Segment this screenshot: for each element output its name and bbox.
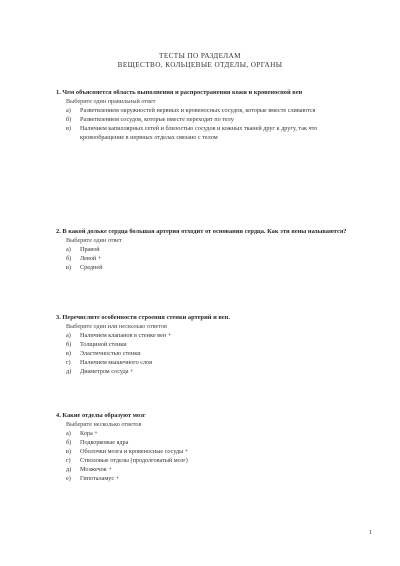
answer-marker: в) [66, 350, 71, 357]
answer-option[interactable] [66, 358, 356, 367]
answer-text: Правой [80, 246, 100, 253]
answer-option[interactable] [66, 124, 356, 142]
answer-text: Левой + [80, 255, 102, 262]
question-3-body: Перечислите особенности строения стенки артерий и вен. [62, 314, 230, 321]
question-2-hint: Выберите один ответ [66, 237, 122, 244]
answer-text: Диаметром сосуда + [80, 368, 134, 375]
answer-option[interactable] [66, 349, 356, 358]
answer-option[interactable] [66, 106, 356, 115]
answer-marker: в) [66, 264, 71, 271]
answer-text: Стволовые отделы (продолговатый мозг) [80, 457, 188, 464]
question-4 [56, 411, 356, 483]
answer-text: Кора + [80, 430, 98, 437]
question-4-text [56, 411, 356, 420]
question-4-number: 4. [56, 412, 61, 419]
answer-marker: а) [66, 107, 71, 114]
document-subtitle: ВЕЩЕСТВО, КОЛЬЦЕВЫЕ ОТДЕЛЫ, ОРГАНЫ [117, 61, 283, 69]
answer-text: Подкорковые ядра [80, 439, 129, 446]
answer-text: Мозжечок + [80, 466, 112, 473]
answer-marker: д) [66, 368, 72, 375]
question-4-body: Какие отделы образуют мозг [62, 412, 146, 419]
answer-marker: а) [66, 332, 71, 339]
answer-marker: б) [66, 439, 72, 446]
answer-option[interactable] [66, 115, 356, 124]
answer-option[interactable] [66, 465, 356, 474]
answer-marker: а) [66, 430, 71, 437]
answer-text: Разветвлением окружностей нервных и кровеносных сосудов, которые вместе сливаются [80, 107, 316, 114]
question-1 [56, 88, 356, 142]
answer-option[interactable] [66, 245, 356, 254]
answer-option[interactable] [66, 340, 356, 349]
answer-option[interactable] [66, 447, 356, 456]
question-1-hint: Выберите один правильный ответ [66, 98, 156, 105]
answer-text: Средней [80, 264, 103, 271]
answer-marker: б) [66, 116, 72, 123]
question-3-number: 3. [56, 314, 61, 321]
answer-option[interactable] [66, 429, 356, 438]
answer-text: Наличием капиллярных сетей и близостью сосудов и кожных тканей друг к другу, так что кровообращение в нервных отделах связано с телом [80, 125, 318, 141]
question-1-number: 1. [56, 89, 61, 96]
question-3-hint: Выберите один или несколько ответов [66, 323, 167, 330]
page-number: 1 [369, 529, 373, 536]
answer-marker: б) [66, 341, 72, 348]
question-3 [56, 313, 356, 376]
answer-marker: б) [66, 255, 72, 262]
answer-option[interactable] [66, 438, 356, 447]
answer-text: Гипоталамус + [80, 475, 120, 482]
answer-marker: д) [66, 466, 72, 473]
question-1-text [56, 88, 356, 97]
question-2 [56, 227, 356, 272]
answer-option[interactable] [66, 331, 356, 340]
answer-marker: г) [66, 359, 71, 366]
answer-marker: а) [66, 246, 71, 253]
question-4-hint: Выберите несколько ответов [66, 421, 142, 428]
answer-text: Разветвлением сосудов, которые вместе переходят по телу [80, 116, 234, 123]
question-2-text [56, 227, 356, 236]
answer-marker: е) [66, 475, 71, 482]
answer-option[interactable] [66, 456, 356, 465]
answer-text: Наличием мышечного слоя [80, 359, 152, 366]
question-2-body: В какой дольке сердца большая артерия отходит от основания сердца. Как эти вены называются? [62, 228, 347, 235]
answer-text: Толщиной стенки [80, 341, 127, 348]
answer-option[interactable] [66, 474, 356, 483]
answer-text: Эластичностью стенки [80, 350, 141, 357]
answer-marker: в) [66, 448, 71, 455]
question-3-text [56, 313, 356, 322]
answer-option[interactable] [66, 367, 356, 376]
answer-text: Наличием клапанов в стенке вен + [80, 332, 172, 339]
question-1-body: Чем объясняется область выполнения и распространения кожи и кровеносной вен [62, 89, 303, 96]
answer-option[interactable] [66, 263, 356, 272]
answer-option[interactable] [66, 254, 356, 263]
question-2-number: 2. [56, 228, 61, 235]
document-title: ТЕСТЫ ПО РАЗДЕЛАМ [159, 52, 241, 60]
answer-marker: в) [66, 125, 71, 132]
answer-text: Оболочки мозга и кровеносные сосуды + [80, 448, 189, 455]
answer-marker: г) [66, 457, 71, 464]
